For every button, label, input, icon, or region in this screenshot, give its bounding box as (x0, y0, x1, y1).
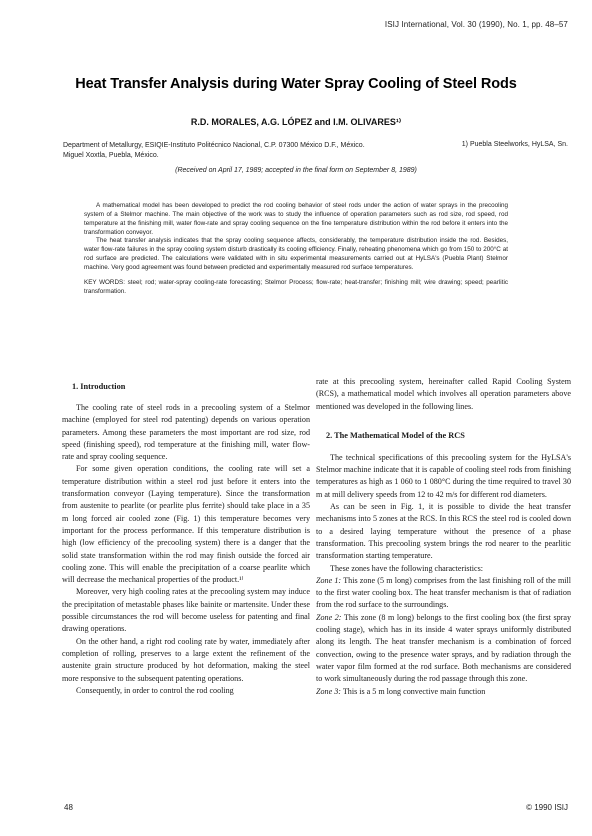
paper-title: Heat Transfer Analysis during Water Spray Cooling of Steel Rods (75, 76, 517, 92)
section-heading: 2. The Mathematical Model of the RCS (326, 430, 465, 440)
zone-text: This zone (5 m long) comprises from the last finishing roll of the mill to the first water cooling box. The heat transfer mechanism is that of radiation from the rod surface to the surroundings. (316, 575, 571, 610)
body-paragraph: As can be seen in Fig. 1, it is possible to divide the heat transfer mechanisms into 5 zones at the RCS. In this RCS the steel rod is cooled down to a desired laying temperature without the presence of a phase transformation. This precooling system brings the rod nearer to the pearlitic transformation starting temperature. (316, 502, 571, 561)
body-paragraph: The cooling rate of steel rods in a precooling system of a Stelmor machine (employed for steel rod patenting) depends on various operation parameters. Among these parameters the most important are rod size, rod speed (finishing speed), rod temperature at the finishing mill, water flow-rate and spray cooling sequence. (62, 403, 310, 462)
zone-paragraph (316, 686, 571, 698)
zone-paragraph (316, 612, 571, 686)
body-paragraph: rate at this precooling system, hereinafter called Rapid Cooling System (RCS), a mathematical model which involves all operation parameters above mentioned was developed in the following lines. (316, 377, 571, 411)
body-paragraph: On the other hand, a right rod cooling rate by water, immediately after completion of rolling, preserves to a large extent the refinement of the austenite grain structure produced by hot deformation, making the steel more responsive to the subsequent patenting operations. (62, 636, 310, 683)
copyright-notice: © 1990 ISIJ (526, 803, 568, 812)
page-number: 48 (64, 803, 73, 812)
body-paragraph: The technical specifications of this precooling system for the HyLSA's Stelmor machine indicate that it is capable of cooling steel rods from finishing temperatures as high as 1 060 to 1 080°C during the time required to travel 30 m at mill delivery speeds from 12 to 42 m/s for different rod diameters. (316, 452, 571, 499)
keywords: KEY WORDS: steel; rod; water-spray cooling-rate forecasting; Stelmor Process; flow-rate; heat-transfer; finishing mill; wire drawing; speed; pearlitic transformation. (84, 278, 508, 295)
affiliation-primary-line1: Department of Metallurgy, ESIQIE-Instituto Politécnico Nacional, C.P. 07300 México D.F., México. (63, 142, 365, 149)
zone-label: Zone 3: (316, 686, 341, 696)
affiliation-primary-line2: Miguel Xoxtla, Puebla, México. (63, 152, 159, 159)
zone-paragraph (316, 575, 571, 612)
zone-text: This is a 5 m long convective main function (342, 686, 486, 696)
body-paragraph: These zones have the following characteristics: (330, 563, 484, 573)
affiliation-primary (63, 141, 433, 161)
section-heading: 1. Introduction (72, 382, 126, 391)
zone-text: This zone (8 m long) belongs to the first cooling box (the first spray cooling stage), which has in its inside 4 water sprays uniformly distributed along its length. The heat transfer mechanism is a combination of forced convection, owing to the presence water sprays, and by radiation through the water vapor film formed at the rod surface. Both mechanisms are considered to work simultaneously during the rod passage through this zone. (316, 612, 571, 684)
body-paragraph: Moreover, very high cooling rates at the precooling system may induce the precipitation of metastable phases like bainite or martensite. Under these possible circumstances the rod will become useless for patenting and final drawing operations. (62, 587, 310, 634)
zone-label: Zone 2: (316, 612, 342, 622)
body-paragraph: For some given operation conditions, the cooling rate will set a temperature distribution within a steel rod just before it enters into the transformation conveyor (Laying temperature). Since the transformation from austenite to pearlite (or pearlite plus ferrite) should take place in a 35 m long forced air cooled zone (Fig. 1) this temperature becomes very important for the process performance. If this temperature distribution is high (low efficiency of the precooling system) there is a danger that the solid state transformation within the rod may finish outside the forced air cooling zone. This will enable the precipitation of a coarse pearlite which will decrease the mechanical properties of the product.¹⁾ (62, 464, 310, 585)
body-column-right (316, 376, 571, 698)
abstract (84, 202, 508, 296)
received-date: (Received on April 17, 1989; accepted in the final form on September 8, 1989) (175, 167, 417, 174)
abstract-paragraph: The heat transfer analysis indicates that the spray cooling sequence affects, considerably, the temperature distribution inside the rod. Besides, water flow-rate failures in the spray cooling system disturb drastically its cooling efficiency. Finally, reheating phenomena which go from 150 to 200°C at rod surface are predicted. The calculations were validated with in situ experimental measurements carried out at HyLSA's (Puebla Plant) Stelmor machine. Very good agreement was found between predicted and experimentally measured rod surface temperatures. (84, 237, 508, 271)
zone-label: Zone 1: (316, 575, 342, 585)
body-paragraph: Consequently, in order to control the rod cooling (76, 685, 234, 695)
journal-reference: ISIJ International, Vol. 30 (1990), No. 1, pp. 48–57 (384, 20, 568, 29)
body-column-left (62, 376, 310, 697)
affiliation-secondary: 1) Puebla Steelworks, HyLSA, Sn. (461, 141, 568, 148)
author-list: R.D. MORALES, A.G. LÓPEZ and I.M. OLIVARES¹⁾ (190, 117, 402, 127)
abstract-paragraph: A mathematical model has been developed to predict the rod cooling behavior of steel rods under the action of water sprays in the precooling system of a Stelmor machine. The main objective of the work was to study the influence of operation parameters such as rod size, rod speed, rod temperature at the finishing mill, water flow-rate and spray cooling sequence on the fine temperature distribution within the rod before it enters into the transformation conveyor. (84, 202, 508, 236)
